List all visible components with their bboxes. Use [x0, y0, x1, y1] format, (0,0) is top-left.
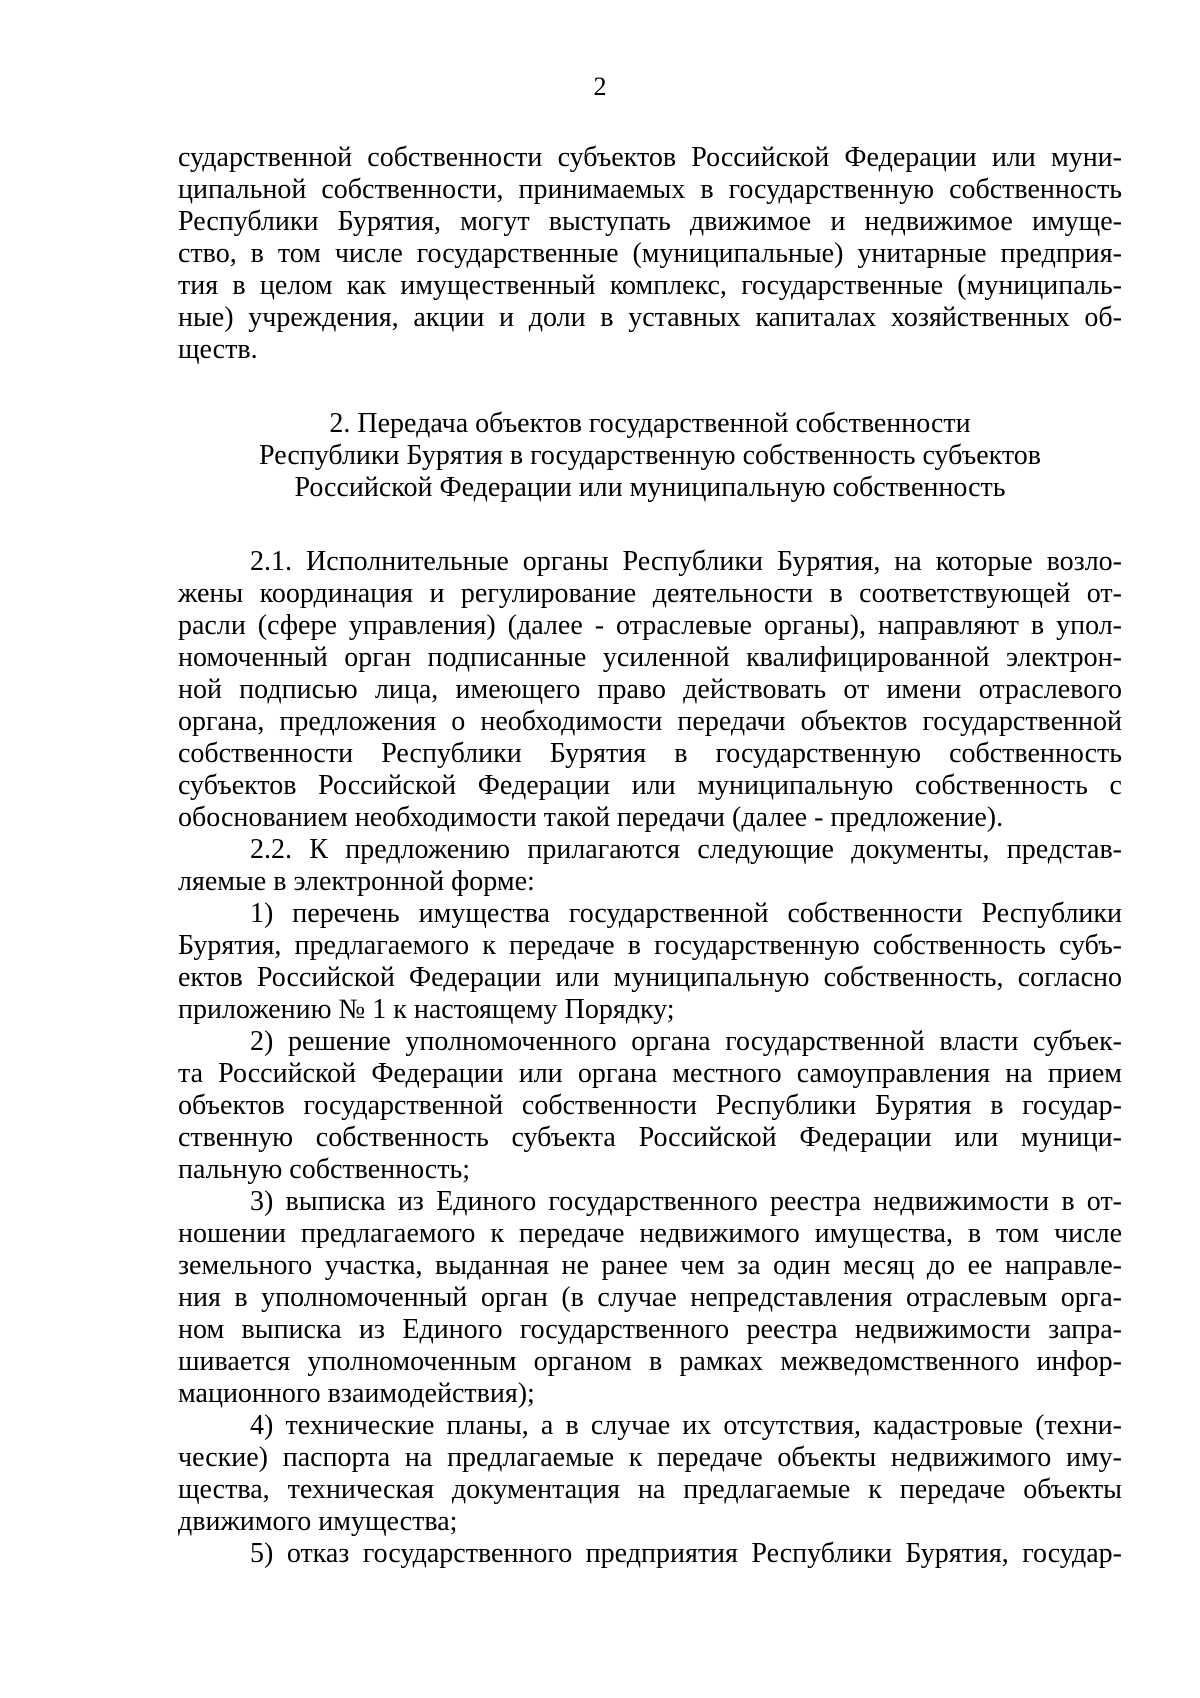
text-line: ном выписка из Единого государственного реестра недвижимости запра- — [178, 1314, 1122, 1345]
text-line: 1) перечень имущества государственной собственности Республики — [250, 898, 1122, 929]
document-body — [178, 142, 1122, 1570]
text-line: 2.1. Исполнительные органы Республики Бурятия, на которые возло- — [250, 546, 1122, 577]
text-line: приложению № 1 к настоящему Порядку; — [178, 994, 675, 1025]
heading-line: 2. Передача объектов государственной собственности — [329, 408, 971, 439]
text-line: земельного участка, выданная не ранее чем за один месяц до ее направле- — [178, 1250, 1122, 1281]
text-line: мационного взаимодействия); — [178, 1378, 535, 1409]
text-line: номоченный орган подписанные усиленной квалифицированной электрон- — [178, 642, 1122, 673]
text-line: ношении предлагаемого к передаче недвижимого имущества, в том числе — [178, 1218, 1122, 1249]
heading-line: Российской Федерации или муниципальную собственность — [294, 472, 1006, 503]
text-line: ципальной собственности, принимаемых в государственную собственность — [178, 174, 1122, 205]
list-item-4 — [178, 1410, 1122, 1538]
paragraph-2-2 — [178, 834, 1122, 898]
text-line: ные) учреждения, акции и доли в уставных капиталах хозяйственных об- — [178, 302, 1122, 333]
text-line: расли (сфере управления) (далее - отраслевые органы), направляют в упол- — [178, 610, 1122, 641]
list-item-1 — [178, 898, 1122, 1026]
text-line: 2) решение уполномоченного органа государственной власти субъек- — [250, 1026, 1122, 1057]
text-line: ектов Российской Федерации или муниципальную собственность, согласно — [178, 962, 1122, 993]
text-line: объектов государственной собственности Республики Бурятия в государ- — [178, 1090, 1122, 1121]
text-line: органа, предложения о необходимости передачи объектов государственной — [178, 706, 1122, 737]
text-line: тия в целом как имущественный комплекс, государственные (муниципаль- — [178, 270, 1122, 301]
text-line: сударственной собственности субъектов Российской Федерации или муни- — [178, 142, 1122, 173]
text-line: собственности Республики Бурятия в государственную собственность — [178, 738, 1122, 769]
text-line: ществ. — [178, 334, 258, 365]
paragraph-2-1 — [178, 546, 1122, 834]
text-line: обоснованием необходимости такой передачи (далее - предложение). — [178, 802, 1004, 833]
text-line: ческие) паспорта на предлагаемые к передаче объекты недвижимого иму- — [178, 1442, 1122, 1473]
text-line: ство, в том числе государственные (муниципальные) унитарные предприя- — [178, 238, 1122, 269]
text-line: 2.2. К предложению прилагаются следующие документы, представ- — [250, 834, 1122, 865]
text-line: субъектов Российской Федерации или муниципальную собственность с — [178, 770, 1122, 801]
text-line: 5) отказ государственного предприятия Республики Бурятия, государ- — [250, 1538, 1122, 1569]
section-heading — [178, 408, 1122, 504]
text-line: пальную собственность; — [178, 1154, 471, 1185]
text-line: та Российской Федерации или органа местного самоуправления на прием — [178, 1058, 1122, 1089]
heading-line: Республики Бурятия в государственную собственность субъектов — [259, 440, 1041, 471]
list-item-3 — [178, 1186, 1122, 1410]
text-line: ственную собственность субъекта Российской Федерации или муници- — [178, 1122, 1122, 1153]
list-item-2 — [178, 1026, 1122, 1186]
text-line: Республики Бурятия, могут выступать движимое и недвижимое имуще- — [178, 206, 1122, 237]
intro-paragraph — [178, 142, 1122, 366]
text-line: ния в уполномоченный орган (в случае непредставления отраслевым орга- — [178, 1282, 1122, 1313]
text-line: Бурятия, предлагаемого к передаче в государственную собственность субъ- — [178, 930, 1122, 961]
text-line: движимого имущества; — [178, 1506, 458, 1537]
page-number: 2 — [593, 72, 607, 101]
text-line: 3) выписка из Единого государственного реестра недвижимости в от- — [250, 1186, 1122, 1217]
list-item-5 — [178, 1538, 1122, 1570]
text-line: шивается уполномоченным органом в рамках межведомственного инфор- — [178, 1346, 1122, 1377]
text-line: щества, техническая документация на предлагаемые к передаче объекты — [178, 1474, 1122, 1505]
text-line: 4) технические планы, а в случае их отсутствия, кадастровые (техни- — [250, 1410, 1122, 1441]
text-line: ной подписью лица, имеющего право действовать от имени отраслевого — [178, 674, 1122, 705]
text-line: ляемые в электронной форме: — [178, 866, 535, 897]
text-line: жены координация и регулирование деятельности в соответствующей от- — [178, 578, 1122, 609]
